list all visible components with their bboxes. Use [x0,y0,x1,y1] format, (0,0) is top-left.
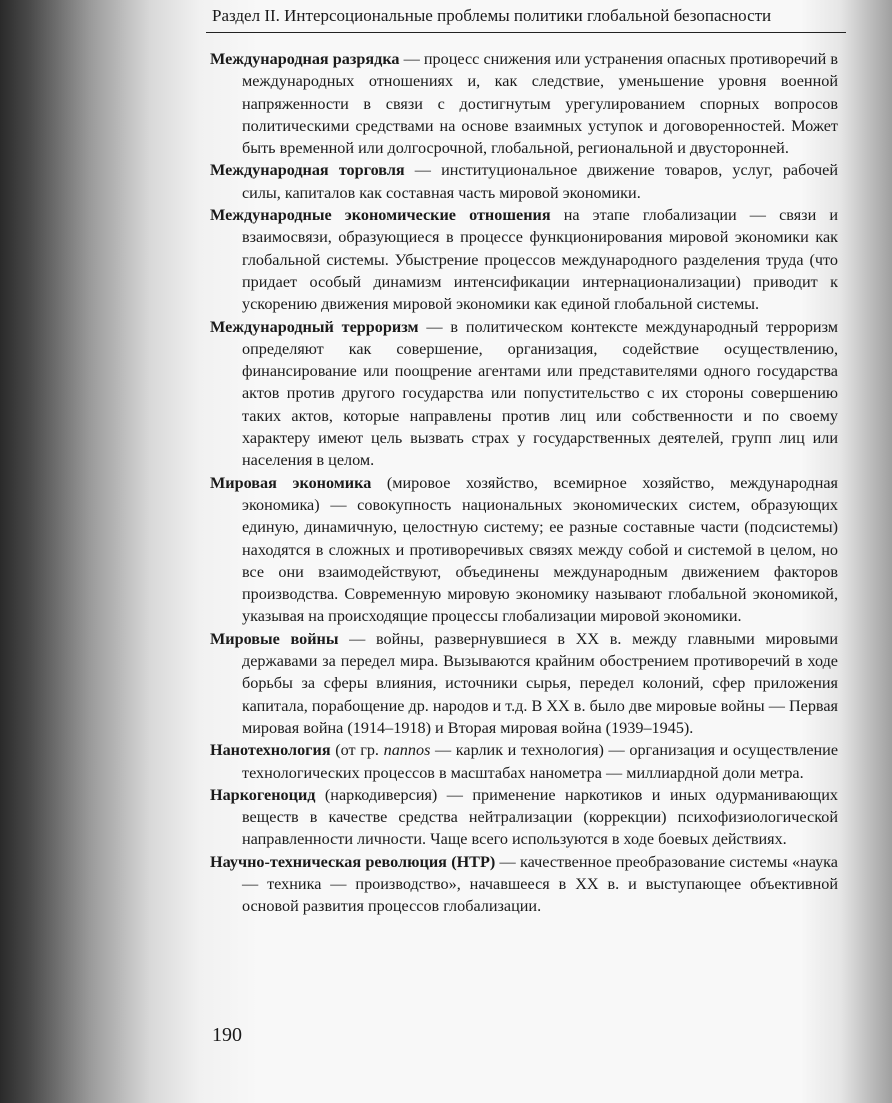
glossary-entry [210,204,838,315]
entry-term: Мировая экономика [210,473,372,492]
entry-etymology: nannos [383,741,431,760]
entry-term: Мировые войны [210,629,339,648]
entry-definition: — качественное преобразование системы «наука — техника — производство», начавшееся в XX в. и выступающее объективной основой развития процессов глобализации. [242,852,838,916]
glossary-entry [210,159,838,204]
entry-definition: — в политическом контексте международный терроризм определяют как совершение, организация, содействие осуществлению, финансирование или поощрение агентами или представителями одного государства актов против другого государства или попустительство с их стороны совершению таких актов, которые направлены против лиц или собственности и по своему характеру имеют цель вызвать страх у государственных деятелей, групп лиц или населения в целом. [242,317,839,470]
entry-term: Наркогеноцид [210,785,316,804]
entry-term: Международная торговля [210,161,405,180]
glossary-entry [210,316,838,472]
entry-definition: — институциональное движение товаров, услуг, рабочей силы, капиталов как составная часть мировой экономики. [242,161,839,202]
glossary-entry [210,784,838,851]
page-number: 190 [212,1024,242,1046]
entry-term: Международный терроризм [210,317,419,336]
entry-definition: (наркодиверсия) — применение наркотиков и иных одурманивающих веществ в качестве средства нейтрализации (коррекции) психофизиологической направленности личности. Чаще всего используются в ходе боевых действиях. [242,785,838,849]
entry-definition: — карлик и технология) — организация и осуществление технологических процессов в масштабах нанометра — миллиардной доли метра. [242,741,839,782]
entry-definition: — войны, развернувшиеся в XX в. между главными мировыми державами за передел мира. Вызываются крайним обострением противоречий в ходе борьбы за сферы влияния, источники сырья, передел колоний, сфер приложения капитала, порабощение др. народов и т.д. В XX в. было две мировые войны — Первая мировая война (1914–1918) и Вторая мировая война (1939–1945). [242,629,838,737]
glossary-entry [210,739,838,784]
entry-term: Международные экономические отношения [210,206,551,225]
entry-definition-prefix: (от гр. [330,741,384,760]
entry-term: Нанотехнология [210,741,331,760]
glossary-content [210,48,838,918]
glossary-entry [210,472,838,628]
entry-term: Международная разрядка [210,50,400,68]
glossary-entry [210,628,838,739]
glossary-entry [210,48,838,159]
entry-definition: (мировое хозяйство, всемирное хозяйство, международная экономика) — совокупность национальных экономических систем, образующих единую, динамичную, целостную систему; ее разные составные части (подсистемы) находятся в сложных и противоречивых связях между собой и системой в целом, но все они взаимодействуют, объединены международным движением факторов производства. Современную мировую экономику называют глобальной экономикой, указывая на происходящие процессы глобализации мировой экономики. [242,473,838,626]
running-header: Раздел II. Интерсоциональные проблемы политики глобальной безопасности [212,6,772,25]
entry-term: Научно-техническая революция (НТР) [210,852,496,871]
entry-definition: на этапе глобализации — связи и взаимосвязи, образующиеся в процессе функционирования мировой экономики как глобальной системы. Убыстрение процессов международного разделения труда (что придает особый динамизм интенсификации интернационализации) приводит к ускорению движения мировой экономики как единой глобальной системы. [242,206,839,314]
header-rule [206,32,846,33]
entry-definition: — процесс снижения или устранения опасных противоречий в международных отношениях и, как следствие, уменьшение уровня военной напряженности в связи с достигнутым урегулированием спорных вопросов политическими средствами на основе взаимных уступок и договоренностей. Может быть временной или долгосрочной, глобальной, региональной и двусторонней. [242,50,838,158]
glossary-entry [210,851,838,918]
